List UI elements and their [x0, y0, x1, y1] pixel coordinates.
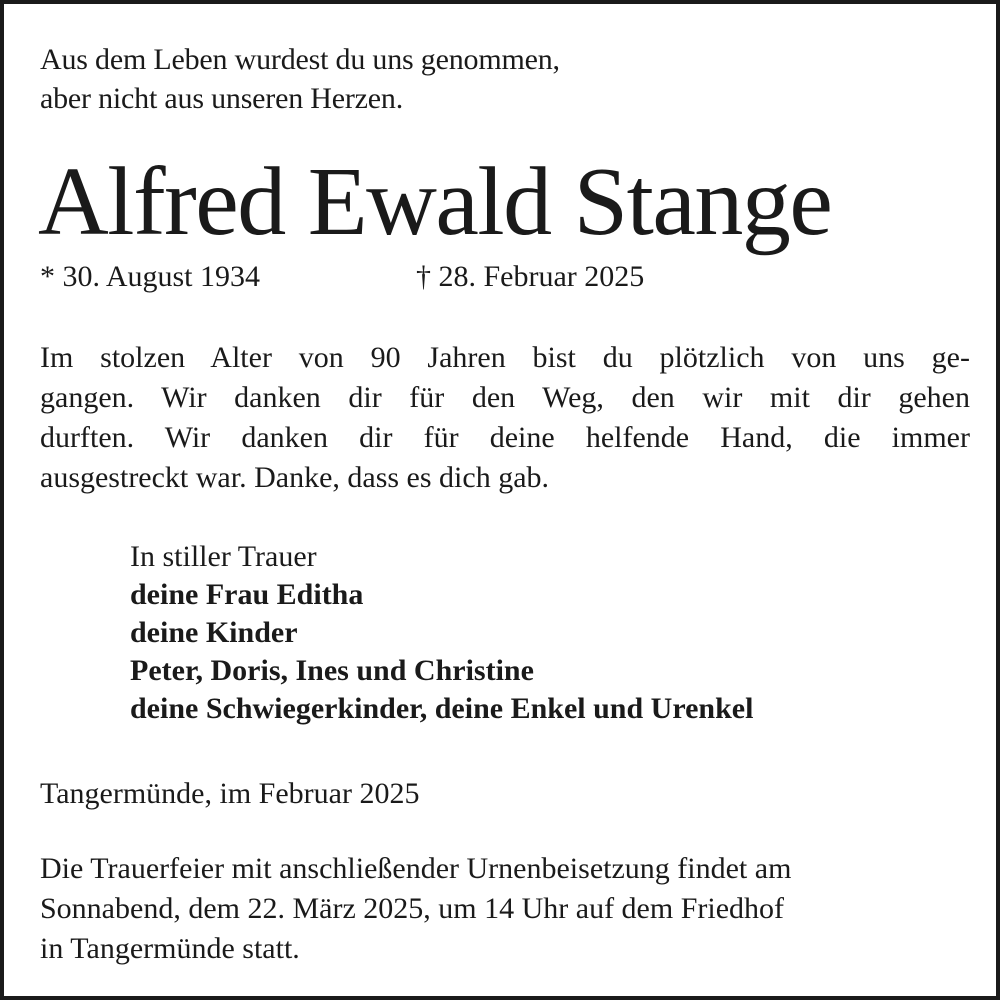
motto-line: Aus dem Leben wurdest du uns genommen, [40, 43, 560, 76]
motto [40, 40, 960, 118]
mourner-line: deine Kinder [130, 616, 298, 649]
tribute-line: gangen. Wir danken dir für den Weg, den wir mit dir gehen [40, 381, 970, 414]
place-and-date: Tangermünde, im Februar 2025 [40, 777, 420, 810]
mourners-intro: In stiller Trauer [130, 540, 317, 573]
funeral-info [40, 849, 970, 969]
mourner-line: deine Schwiegerkinder, deine Enkel und Urenkel [130, 692, 754, 725]
mourner-line: deine Frau Editha [130, 578, 364, 611]
tribute-text [40, 338, 970, 498]
mourners-block [130, 538, 970, 728]
mourner-line: Peter, Doris, Ines und Christine [130, 654, 534, 687]
birth-date: * 30. August 1934 [40, 260, 261, 293]
motto-line: aber nicht aus unseren Herzen. [40, 82, 403, 115]
funeral-line: Die Trauerfeier mit anschließender Urnenbeisetzung findet am [40, 852, 792, 885]
funeral-line: Sonnabend, dem 22. März 2025, um 14 Uhr auf dem Friedhof [40, 892, 785, 925]
tribute-line: ausgestreckt war. Danke, dass es dich gab. [40, 461, 550, 494]
tribute-line: Im stolzen Alter von 90 Jahren bist du plötzlich von uns ge- [40, 341, 970, 374]
deceased-name: Alfred Ewald Stange [38, 148, 832, 256]
funeral-line: in Tangermünde statt. [40, 932, 300, 965]
tribute-line: durften. Wir danken dir für deine helfende Hand, die immer [40, 421, 970, 454]
death-date: † 28. Februar 2025 [416, 260, 645, 293]
